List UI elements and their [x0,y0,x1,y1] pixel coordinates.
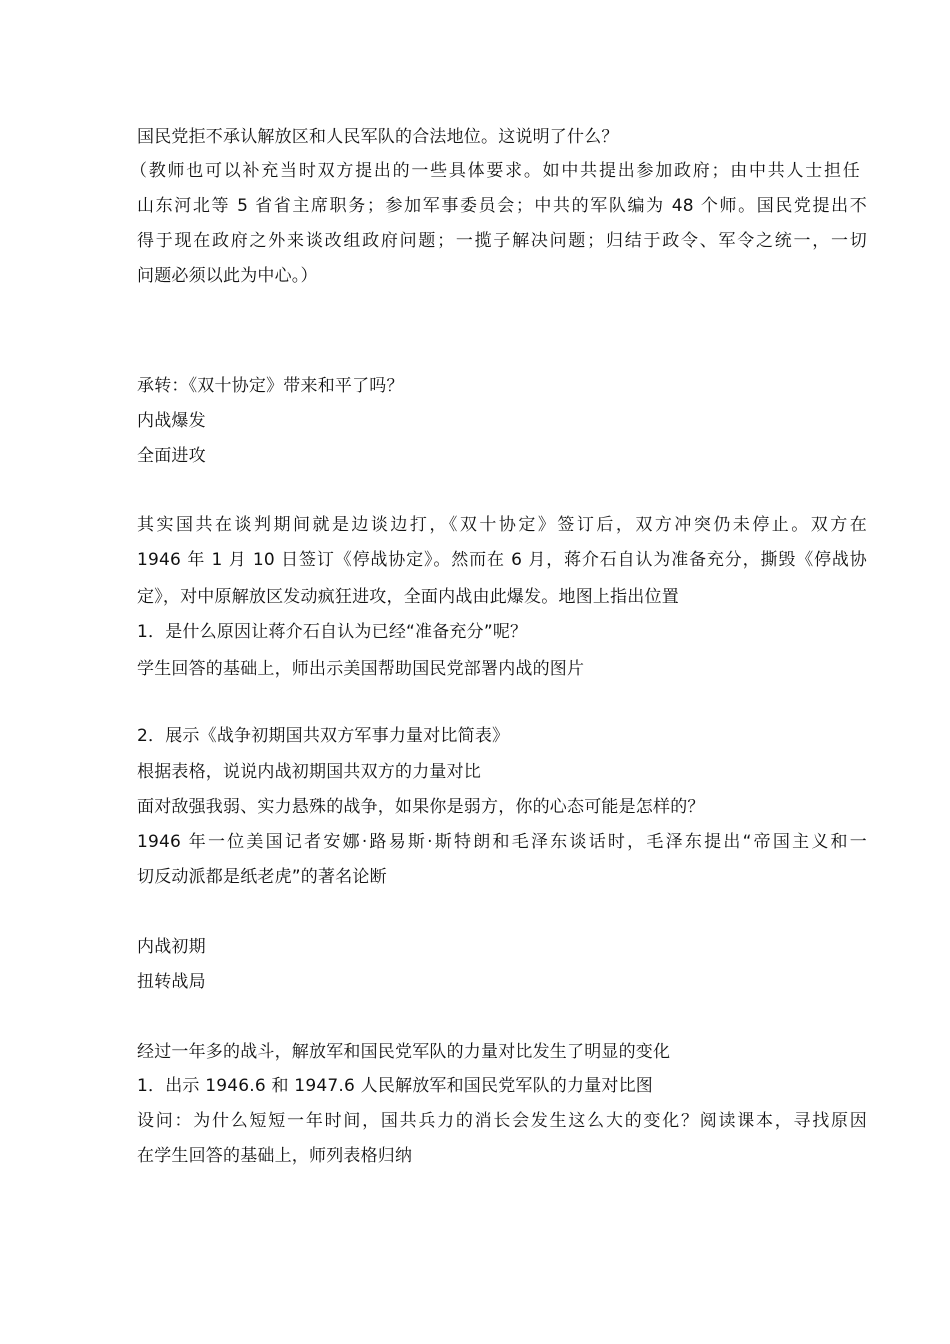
text-line: 问题必须以此为中心。） [137,266,318,286]
text-line: 经过一年多的战斗，解放军和国民党军队的力量对比发生了明显的变化 [137,1042,671,1062]
text-line: 内战爆发 [137,411,206,431]
text-line: 设问：为什么短短一年时间，国共兵力的消长会发生这么大的变化？阅读课本，寻找原因 [137,1111,867,1131]
text-line: 其实国共在谈判期间就是边谈边打，《双十协定》签订后，双方冲突仍未停止。双方在 [137,515,867,535]
text-line: 在学生回答的基础上，师列表格归纳 [137,1146,413,1166]
text-line: 1．出示 1946.6 和 1947.6 人民解放军和国民党军队的力量对比图 [137,1076,653,1096]
text-line: 扭转战局 [137,972,206,992]
text-line: 内战初期 [137,937,206,957]
text-line: 面对敌强我弱、实力悬殊的战争，如果你是弱方，你的心态可能是怎样的？ [137,797,705,817]
text-line: 学生回答的基础上，师出示美国帮助国民党部署内战的图片 [137,659,585,679]
text-line: 1946 年一位美国记者安娜·路易斯·斯特朗和毛泽东谈话时，毛泽东提出“帝国主义和一 [137,832,867,852]
text-line: 根据表格，说说内战初期国共双方的力量对比 [137,762,481,782]
text-line: 得于现在政府之外来谈改组政府问题；一揽子解决问题；归结于政令、军令之统一，一切 [137,231,867,251]
text-line: 切反动派都是纸老虎”的著名论断 [137,867,387,887]
text-line: 2．展示《战争初期国共双方军事力量对比简表》 [137,726,510,746]
text-line: 国民党拒不承认解放区和人民军队的合法地位。这说明了什么？ [137,127,619,147]
text-line: 1946 年 1 月 10 日签订《停战协定》。然而在 6 月，蒋介石自认为准备充分，撕毁《停战协 [137,550,867,570]
text-line: （教师也可以补充当时双方提出的一些具体要求。如中共提出参加政府；由中共人士担任 [130,161,860,181]
text-line: 山东河北等 5 省省主席职务；参加军事委员会；中共的军队编为 48 个师。国民党提出不 [137,196,867,216]
text-line: 定》，对中原解放区发动疯狂进攻，全面内战由此爆发。地图上指出位置 [137,587,679,607]
text-line: 全面进攻 [137,446,206,466]
text-line: 1．是什么原因让蒋介石自认为已经“准备充分”呢？ [137,622,528,642]
text-line: 承转：《双十协定》带来和平了吗？ [137,376,404,396]
